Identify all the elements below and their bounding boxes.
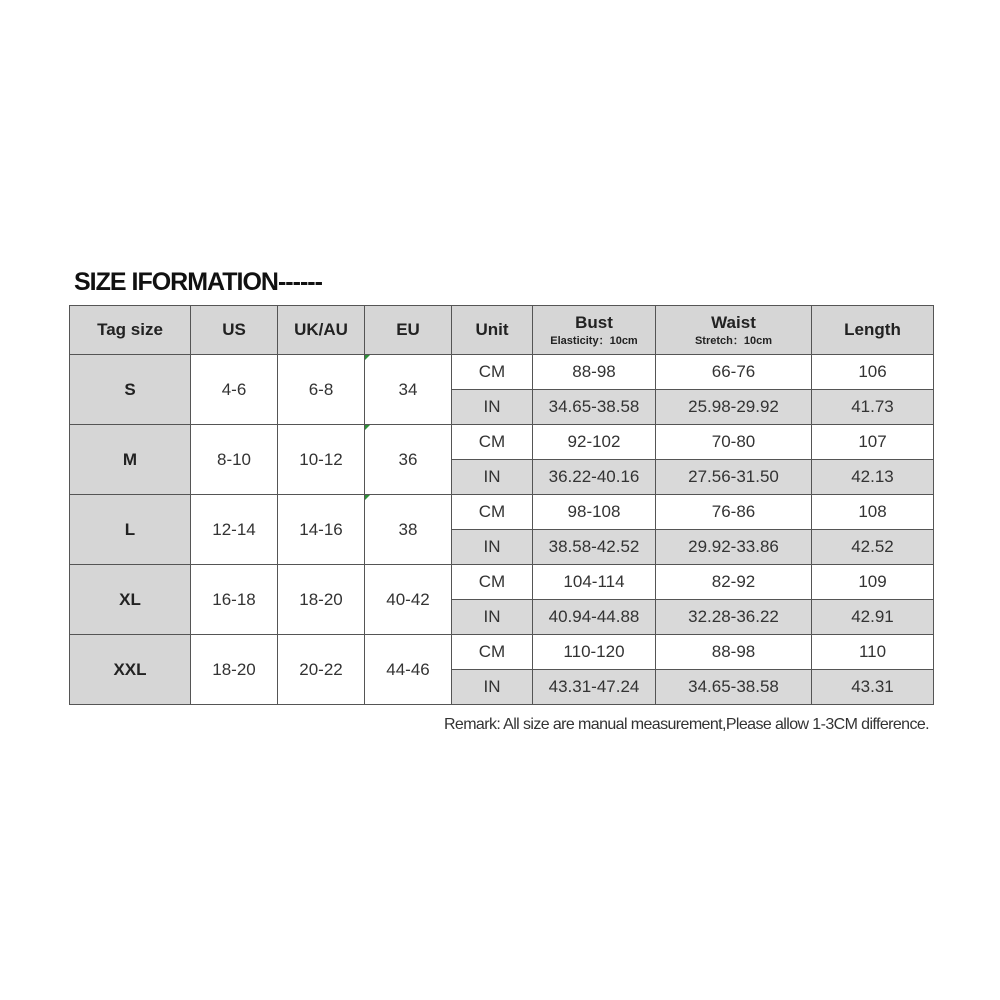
bust-cell: 92-102	[533, 425, 656, 460]
us-cell: 8-10	[191, 425, 278, 495]
bust-cell: 110-120	[533, 635, 656, 670]
bust-cell: 36.22-40.16	[533, 460, 656, 495]
uk-au-cell: 6-8	[278, 355, 365, 425]
unit-cell: CM	[452, 635, 533, 670]
tag-size-cell: L	[70, 495, 191, 565]
bust-cell: 38.58-42.52	[533, 530, 656, 565]
length-cell: 107	[812, 425, 934, 460]
tag-size-cell: XXL	[70, 635, 191, 705]
eu-cell	[365, 635, 452, 705]
cell-marker-icon	[365, 495, 370, 500]
eu-cell	[365, 495, 452, 565]
us-cell: 16-18	[191, 565, 278, 635]
size-row-xxl-cm	[70, 635, 934, 670]
waist-cell: 70-80	[656, 425, 812, 460]
eu-value: 44-46	[386, 659, 430, 679]
header-waist	[656, 306, 812, 355]
unit-cell: CM	[452, 355, 533, 390]
eu-value: 34	[398, 379, 418, 399]
header-eu: EU	[365, 306, 452, 355]
bust-cell: 34.65-38.58	[533, 390, 656, 425]
eu-cell	[365, 565, 452, 635]
size-row-s-cm	[70, 355, 934, 390]
unit-cell: IN	[452, 390, 533, 425]
waist-cell: 27.56-31.50	[656, 460, 812, 495]
uk-au-cell: 18-20	[278, 565, 365, 635]
header-length: Length	[812, 306, 934, 355]
unit-cell: IN	[452, 670, 533, 705]
us-cell: 12-14	[191, 495, 278, 565]
length-cell: 42.13	[812, 460, 934, 495]
cell-marker-icon	[365, 425, 370, 430]
header-bust-note: Elasticity：10cm	[550, 334, 638, 347]
waist-cell: 82-92	[656, 565, 812, 600]
eu-value: 40-42	[386, 589, 430, 609]
uk-au-cell: 14-16	[278, 495, 365, 565]
waist-cell: 34.65-38.58	[656, 670, 812, 705]
remark-note: Remark: All size are manual measurement,Please allow 1-3CM difference.	[443, 716, 929, 733]
header-bust-label: Bust	[575, 312, 613, 332]
eu-cell	[365, 355, 452, 425]
waist-cell: 66-76	[656, 355, 812, 390]
uk-au-cell: 20-22	[278, 635, 365, 705]
cell-marker-icon	[365, 355, 370, 360]
unit-cell: CM	[452, 495, 533, 530]
header-unit: Unit	[452, 306, 533, 355]
length-cell: 41.73	[812, 390, 934, 425]
unit-cell: IN	[452, 460, 533, 495]
length-cell: 106	[812, 355, 934, 390]
length-cell: 43.31	[812, 670, 934, 705]
unit-cell: CM	[452, 425, 533, 460]
header-waist-note: Stretch：10cm	[694, 334, 773, 347]
tag-size-cell: XL	[70, 565, 191, 635]
size-row-m-cm	[70, 425, 934, 460]
eu-value: 38	[398, 519, 418, 539]
bust-cell: 98-108	[533, 495, 656, 530]
length-cell: 42.91	[812, 600, 934, 635]
header-uk-au: UK/AU	[278, 306, 365, 355]
bust-cell: 104-114	[533, 565, 656, 600]
length-cell: 42.52	[812, 530, 934, 565]
length-cell: 108	[812, 495, 934, 530]
bust-cell: 40.94-44.88	[533, 600, 656, 635]
waist-cell: 25.98-29.92	[656, 390, 812, 425]
unit-cell: CM	[452, 565, 533, 600]
waist-cell: 32.28-36.22	[656, 600, 812, 635]
uk-au-cell: 10-12	[278, 425, 365, 495]
us-cell: 18-20	[191, 635, 278, 705]
eu-value: 36	[398, 449, 418, 469]
unit-cell: IN	[452, 600, 533, 635]
header-bust	[533, 306, 656, 355]
header-tag-size: Tag size	[70, 306, 191, 355]
header-us: US	[191, 306, 278, 355]
header-waist-label: Waist	[711, 312, 756, 332]
waist-cell: 29.92-33.86	[656, 530, 812, 565]
tag-size-cell: M	[70, 425, 191, 495]
tag-size-cell: S	[70, 355, 191, 425]
length-cell: 109	[812, 565, 934, 600]
header-row	[70, 306, 934, 355]
size-row-xl-cm	[70, 565, 934, 600]
bust-cell: 88-98	[533, 355, 656, 390]
size-chart-table	[69, 305, 934, 705]
size-row-l-cm	[70, 495, 934, 530]
waist-cell: 76-86	[656, 495, 812, 530]
us-cell: 4-6	[191, 355, 278, 425]
unit-cell: IN	[452, 530, 533, 565]
waist-cell: 88-98	[656, 635, 812, 670]
length-cell: 110	[812, 635, 934, 670]
page-title: SIZE IFORMATION------	[74, 268, 322, 296]
bust-cell: 43.31-47.24	[533, 670, 656, 705]
eu-cell	[365, 425, 452, 495]
